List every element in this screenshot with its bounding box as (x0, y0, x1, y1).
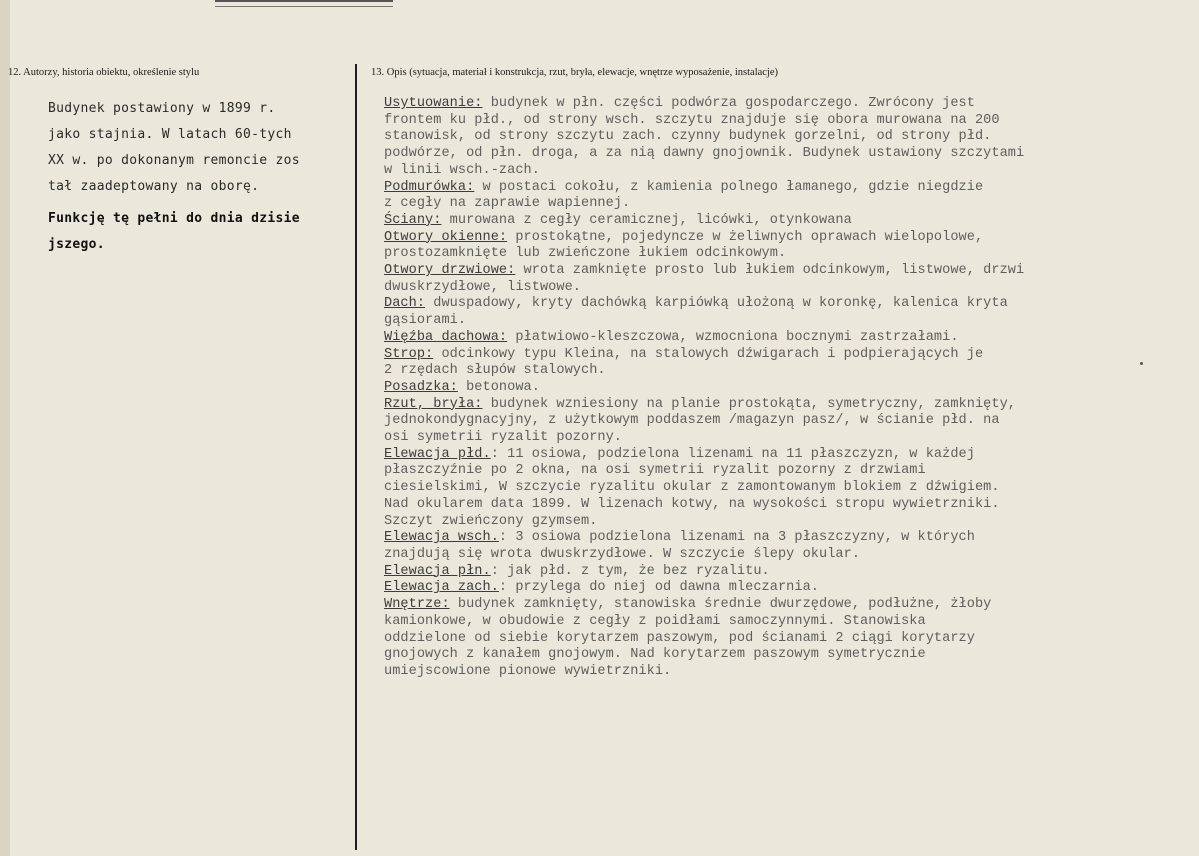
description-line (384, 463, 1184, 480)
description-label: Ściany: (384, 212, 442, 228)
description-label: Elewacja płn. (384, 563, 491, 579)
description-line (384, 196, 1184, 213)
description-text: z cegły na zaprawie wapiennej. (384, 196, 631, 212)
section-12-body (48, 96, 368, 258)
description-text: prostokątne, pojedyncze w żeliwnych oprawach wielopolowe, (507, 229, 984, 245)
description-text: : 11 osiowa, podzielona lizenami na 11 płaszczyzn, w każdej (490, 446, 975, 462)
description-text: odcinkowy typu Kleina, na stalowych dźwigarach i podpierających je (433, 346, 984, 362)
function-line: jszego. (48, 237, 105, 252)
description-text: jednokondygnacyjny, z użytkowym poddaszem /magazyn pasz/, w ścianie płd. na (384, 413, 1000, 429)
description-line (384, 129, 1184, 146)
description-text: frontem ku płd., od strony wsch. szczytu znajduje się obora murowana na 200 (384, 112, 1000, 128)
description-text: Nad okularem data 1899. W lizenach kotwy, na wysokości stropu wywietrzniki. (384, 496, 1000, 512)
card-edge (0, 0, 10, 856)
description-line (384, 280, 1184, 297)
description-text: ciesielskimi, W szczycie ryzalitu okular z zamontowanym blokiem z dźwigiem. (384, 480, 1000, 496)
description-line (384, 296, 1184, 313)
description-text: stanowisk, od strony szczytu zach. czynny budynek gorzelni, od strony płd. (384, 129, 992, 145)
description-label: Otwory okienne: (384, 229, 508, 245)
description-label: Elewacja zach. (384, 580, 499, 596)
description-text: w linii wsch.-zach. (384, 162, 540, 178)
description-line (384, 597, 1184, 614)
description-text: oddzielone od siebie korytarzem paszowym, pod ścianami 2 ciągi korytarzy (384, 630, 975, 646)
description-label: Posadzka: (384, 379, 458, 395)
description-text: budynek wzniesiony na planie prostokąta, symetryczny, zamknięty, (482, 396, 1016, 412)
description-line (384, 180, 1184, 197)
description-line (384, 530, 1184, 547)
description-text: kamionkowe, w obudowie z cegły z poidłami samoczynnymi. Stanowiska (384, 613, 926, 629)
description-line (384, 547, 1184, 564)
description-line (384, 647, 1184, 664)
description-line (384, 313, 1184, 330)
description-text: murowana z cegły ceramicznej, licówki, otynkowana (441, 212, 852, 228)
description-text: budynek w płn. części podwórza gospodarczego. Zwrócony jest (482, 96, 975, 111)
description-line (384, 631, 1184, 648)
description-line (384, 363, 1184, 380)
description-line (384, 213, 1184, 230)
history-line: jako stajnia. W latach 60-tych (48, 127, 292, 142)
description-text: 2 rzędach słupów stalowych. (384, 363, 606, 379)
description-text: podwórze, od płn. droga, a za nią dawny gnojownik. Budynek ustawiony szczytami (384, 146, 1025, 162)
description-label: Więźba dachowa: (384, 329, 508, 345)
description-line (384, 480, 1184, 497)
description-label: Dach: (384, 296, 426, 312)
description-text: : przylega do niej od dawna mleczarnia. (498, 580, 820, 596)
description-line (384, 413, 1184, 430)
description-line (384, 514, 1184, 531)
description-text: płatwiowo-kleszczowa, wzmocniona bocznymi zastrzałami. (507, 329, 959, 345)
section-13-header: 13. Opis (sytuacja, materiał i konstrukcja, rzut, bryła, elewacje, wnętrze wyposażenie, instalacje) (371, 67, 779, 78)
description-line (384, 330, 1184, 347)
history-line: Budynek postawiony w 1899 r. (48, 101, 276, 116)
description-text: betonowa. (457, 379, 540, 395)
history-line: tał zaadeptowany na oborę. (48, 179, 260, 194)
section-13-body (384, 96, 1184, 681)
description-line (384, 163, 1184, 180)
description-line (384, 96, 1184, 113)
description-line (384, 397, 1184, 414)
description-line (384, 246, 1184, 263)
description-line (384, 614, 1184, 631)
section-12-header: 12. Autorzy, historia obiektu, określenie stylu (8, 67, 200, 78)
description-text: dwuspadowy, kryty dachówką karpiówką ułożoną w koronkę, kalenica kryta (425, 296, 1008, 312)
description-text: gąsiorami. (384, 313, 467, 329)
description-text: w postaci cokołu, z kamienia polnego łamanego, gdzie niegdzie (474, 179, 984, 195)
description-line (384, 263, 1184, 280)
description-text: gnojowych z kanałem gnojowym. Nad korytarzem paszowym symetrycznie (384, 647, 926, 663)
description-label: Elewacja płd. (384, 446, 491, 462)
description-text: dwuskrzydłowe, listwowe. (384, 279, 581, 295)
description-text: prostozamknięte lub zwieńczone łukiem odcinkowym. (384, 246, 787, 262)
description-text: : 3 osiowa podzielona lizenami na 3 płaszczyzny, w których (498, 530, 975, 546)
ink-dot (1140, 362, 1143, 365)
description-line (384, 146, 1184, 163)
description-text: budynek zamknięty, stanowiska średnie dwurzędowe, podłużne, żłoby (449, 597, 992, 613)
description-label: Elewacja wsch. (384, 530, 499, 546)
description-line (384, 230, 1184, 247)
description-label: Usytuowanie: (384, 96, 483, 111)
history-line: XX w. po dokonanym remoncie zos (48, 153, 300, 168)
description-line (384, 564, 1184, 581)
description-line (384, 664, 1184, 681)
description-text: znajdują się wrota dwuskrzydłowe. W szczycie ślepy okular. (384, 546, 861, 562)
function-line: Funkcję tę pełni do dnia dzisie (48, 211, 300, 226)
description-text: płaszczyźnie po 2 okna, na osi symetrii ryzalit pozorny z drzwiami (384, 463, 926, 479)
description-label: Podmurówka: (384, 179, 475, 195)
description-line (384, 430, 1184, 447)
description-text: wrota zamknięte prosto lub łukiem odcinkowym, listwowe, drzwi (515, 263, 1025, 279)
description-text: : jak płd. z tym, że bez ryzalitu. (490, 563, 770, 579)
description-label: Strop: (384, 346, 434, 362)
description-label: Otwory drzwiowe: (384, 263, 516, 279)
description-line (384, 113, 1184, 130)
description-text: Szczyt zwieńczony gzymsem. (384, 513, 598, 529)
description-line (384, 447, 1184, 464)
description-text: osi symetrii ryzalit pozorny. (384, 430, 623, 446)
description-text: umiejscowione pionowe wywietrzniki. (384, 663, 672, 679)
description-line (384, 497, 1184, 514)
top-edge-mark (215, 0, 393, 7)
description-line (384, 380, 1184, 397)
description-line (384, 347, 1184, 364)
description-line (384, 580, 1184, 597)
description-label: Rzut, bryła: (384, 396, 483, 412)
description-label: Wnętrze: (384, 597, 450, 613)
